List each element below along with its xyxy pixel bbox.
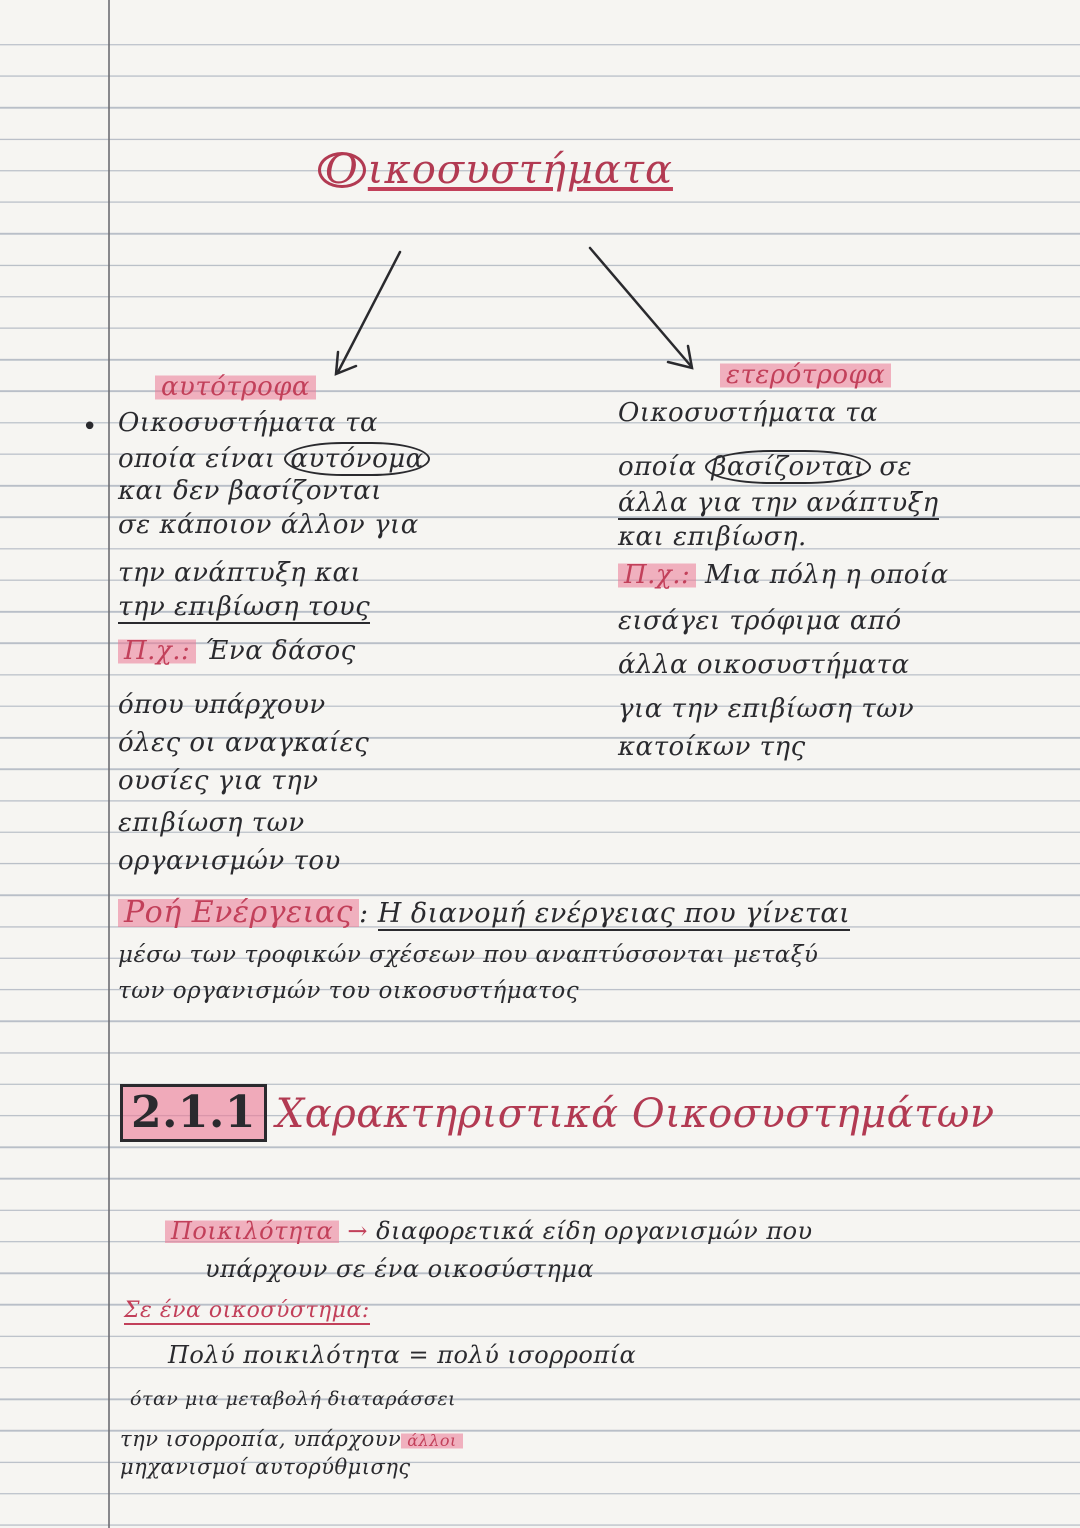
- section-title: Χαρακτηριστικά Οικοσυστημάτων: [275, 1091, 995, 1137]
- left-line-5: την ανάπτυξη και: [118, 558, 362, 588]
- left-line-8: όπου υπάρχουν: [118, 690, 326, 720]
- section-number: 2.1.1: [120, 1084, 267, 1142]
- left-line-2: οποία είναι αυτόνομα: [118, 442, 430, 476]
- bullet: •: [82, 412, 98, 442]
- right-line-8: για την επιβίωση των: [618, 694, 915, 724]
- right-line-6: εισάγει τρόφιμα από: [618, 606, 902, 636]
- label-autotrophic: αυτότροφα: [155, 372, 316, 402]
- diversity-equation: Πολύ ποικιλότητα = πολύ ισορροπία: [168, 1341, 637, 1369]
- title-initial: Ο: [318, 152, 366, 188]
- section-heading: [120, 1084, 995, 1142]
- diversity-line-2: υπάρχουν σε ένα οικοσύστημα: [205, 1255, 595, 1283]
- energy-flow-line-2: μέσω των τροφικών σχέσεων που αναπτύσσονται μεταξύ: [118, 942, 819, 968]
- left-line-7: Π.χ.: Ένα δάσος: [118, 636, 356, 666]
- left-line-3: και δεν βασίζονται: [118, 476, 382, 506]
- diversity-line-3: όταν μια μεταβολή διαταράσσει: [130, 1388, 456, 1410]
- right-line-2: οποία βασίζονται σε: [618, 452, 913, 482]
- arrow-left: [338, 252, 400, 372]
- circled-depend: βασίζονται: [705, 450, 870, 484]
- example-prefix-left: Π.χ.:: [118, 636, 196, 666]
- right-line-9: κατοίκων της: [618, 732, 806, 762]
- arrow-right: [590, 248, 690, 365]
- diversity-sub: Σε ένα οικοσύστημα:: [124, 1298, 370, 1323]
- right-line-4: και επιβίωση.: [618, 522, 807, 552]
- diversity-line-4: την ισορροπία, υπάρχουν άλλοι: [120, 1424, 463, 1456]
- left-line-11: επιβίωση των: [118, 808, 305, 838]
- left-line-4: σε κάποιον άλλον για: [118, 510, 419, 540]
- diversity-term: Ποικιλότητα: [165, 1217, 339, 1245]
- energy-flow-term: Ροή Ενέργειας: [118, 895, 359, 930]
- diversity-line-5: μηχανισμοί αυτορύθμισης: [120, 1455, 411, 1479]
- right-line-7: άλλα οικοσυστήματα: [618, 650, 910, 680]
- left-line-10: ουσίες για την: [118, 766, 319, 796]
- right-line-5: Π.χ.: Μια πόλη η οποία: [618, 560, 949, 590]
- arrow-icon: →: [347, 1217, 368, 1245]
- right-line-3: άλλα για την ανάπτυξη: [618, 488, 939, 518]
- left-line-9: όλες οι αναγκαίες: [118, 728, 370, 758]
- left-line-1: Οικοσυστήματα τα: [118, 408, 379, 438]
- left-line-6: την επιβίωση τους: [118, 592, 371, 622]
- diversity-line-1: Ποικιλότητα → διαφορετικά είδη οργανισμών που: [165, 1216, 813, 1246]
- title-rest: ικοσυστήματα: [367, 147, 673, 193]
- energy-flow-line-1: Ροή Ενέργειας : Η διανομή ενέργειας που γίνεται: [118, 898, 850, 929]
- label-heterotrophic: ετερότροφα: [720, 360, 891, 390]
- energy-flow-line-3: των οργανισμών του οικοσυστήματος: [118, 978, 580, 1004]
- example-prefix-right: Π.χ.:: [618, 560, 696, 590]
- others-highlight: άλλοι: [401, 1431, 463, 1450]
- right-line-1: Οικοσυστήματα τα: [618, 398, 879, 428]
- left-line-12: οργανισμών του: [118, 846, 341, 876]
- circled-autonomous: αυτόνομα: [284, 442, 429, 476]
